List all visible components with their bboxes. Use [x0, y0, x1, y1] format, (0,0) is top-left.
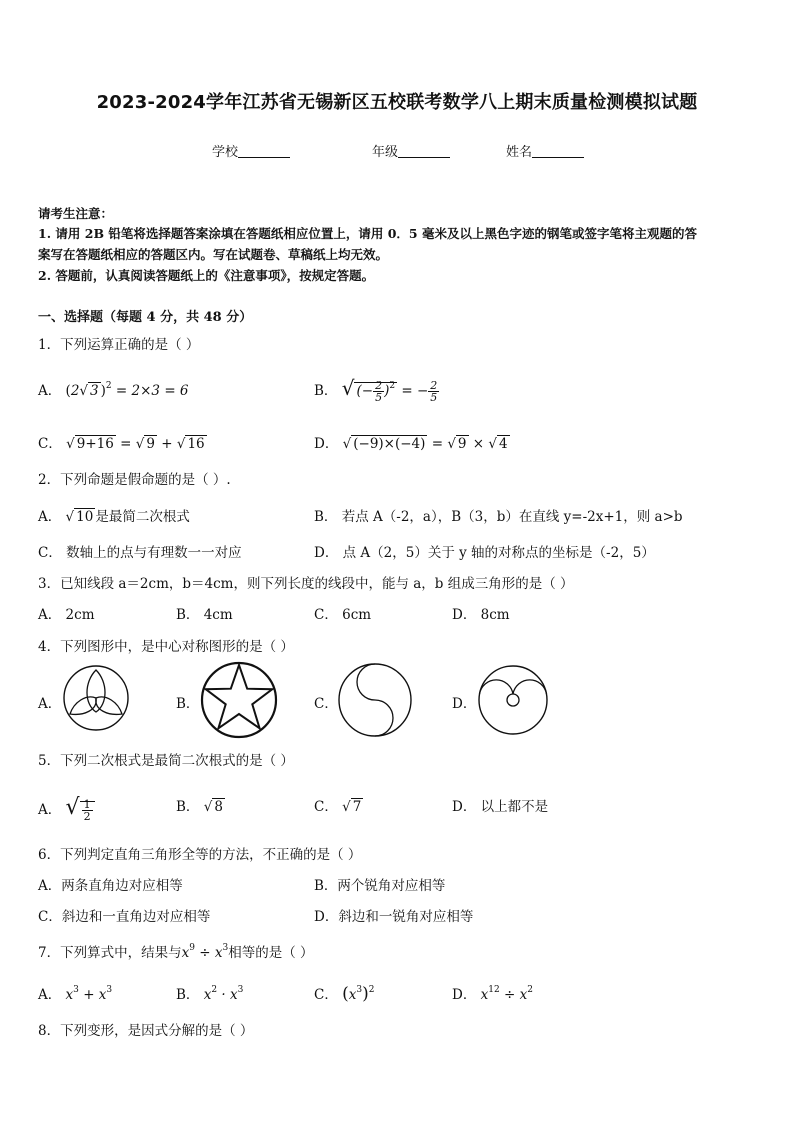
trefoil-circle-figure [62, 664, 130, 732]
q5-a-fraction: $\frac{1}{2}$ [80, 801, 95, 818]
q3-stem: 3．已知线段 a＝2cm，b＝4cm，则下列长度的线段中，能与 a，b 组成三角形的是（ ） [38, 576, 574, 592]
q6-stem: 6．下列判定直角三角形全等的方法，不正确的是（ ） [38, 847, 362, 863]
q4-option-c[interactable]: C． [314, 696, 338, 712]
q1-option-c[interactable]: C． √ 9+16 = √ 9 + √ 16 [38, 436, 205, 452]
q4-option-a[interactable]: A． [38, 696, 62, 712]
star-in-circle-figure [200, 661, 278, 739]
q4-stem: 4．下列图形中，是中心对称图形的是（ ） [38, 639, 294, 655]
q8-stem: 8．下列变形，是因式分解的是（ ） [38, 1023, 254, 1039]
q5-stem: 5．下列二次根式是最简二次根式的是（ ） [38, 753, 294, 769]
grade-field: 年级 [372, 141, 450, 160]
q6-option-d[interactable]: D．斜边和一锐角对应相等 [314, 909, 474, 925]
q6-option-a[interactable]: A．两条直角边对应相等 [38, 878, 183, 894]
q3-option-a[interactable]: A． 2cm [38, 607, 95, 623]
q3-option-d[interactable]: D． 8cm [452, 607, 510, 623]
q1-option-a[interactable]: A． (2√ 3 )$^2$ = 2×3 = 6 [38, 381, 189, 399]
q1-b-formula: √ (− $\frac{2}{5}$ )$^2$ = − $\frac{2}{5}$ [341, 376, 438, 404]
q5-option-d[interactable]: D． 以上都不是 [452, 799, 549, 815]
q7-option-c[interactable]: C． $(x^3)^2$ [314, 984, 375, 1004]
q2-option-a[interactable]: A． √ 10 是最简二次根式 [38, 509, 190, 525]
q6-option-b[interactable]: B．两个锐角对应相等 [314, 878, 446, 894]
q5-option-b[interactable]: B． √ 8 [176, 799, 223, 815]
q7-stem-formula: $x^9 \div x^3$ [181, 943, 229, 961]
q3-option-c[interactable]: C． 6cm [314, 607, 372, 623]
school-field: 学校 [212, 141, 290, 160]
q1-d-formula: √ (−9)×(−4) = √ 9 × √ 4 [342, 436, 508, 452]
name-field: 姓名 [506, 141, 584, 160]
section-heading: 一、选择题（每题 4 分，共 48 分） [38, 310, 253, 325]
q4-option-d[interactable]: D． [452, 696, 477, 712]
school-blank[interactable] [238, 145, 290, 158]
notice-heading: 请考生注意： [38, 206, 114, 221]
circle-with-arcs-figure [476, 664, 550, 736]
q7-option-b[interactable]: B． $x^2 \cdot x^3$ [176, 985, 244, 1003]
notice-line-1a: 1. 请用 2B 铅笔将选择题答案涂填在答题纸相应位置上，请用 0．5 毫米及以上黑色字迹的钢笔或签字笔将主观题的答 [38, 226, 697, 241]
q7-stem: 7．下列算式中，结果与$x^9 \div x^3$相等的是（ ） [38, 943, 314, 961]
page-title: 2023-2024学年江苏省无锡新区五校联考数学八上期末质量检测模拟试题 [96, 92, 698, 113]
yin-yang-figure [337, 662, 413, 738]
notice-line-1b: 案写在答题纸相应的答题区内。写在试题卷、草稿纸上均无效。 [38, 247, 389, 262]
q1-a-formula: (2√ 3 )$^2$ = 2×3 = 6 [65, 381, 189, 399]
q1-c-formula: √ 9+16 = √ 9 + √ 16 [66, 436, 205, 452]
q4-option-b[interactable]: B． [176, 696, 200, 712]
q5-option-a[interactable]: A． √ $\frac{1}{2}$ [38, 795, 95, 822]
q2-stem: 2．下列命题是假命题的是（ ）. [38, 472, 231, 488]
q2-option-b[interactable]: B． 若点 A（-2，a），B（3，b）在直线 y=-2x+1，则 a>b [314, 509, 683, 525]
q1-option-b[interactable]: B． √ (− $\frac{2}{5}$ )$^2$ = − $\frac{2}{5}$ [314, 376, 438, 404]
q3-option-b[interactable]: B． 4cm [176, 607, 233, 623]
q7-option-d[interactable]: D． $x^{12} \div x^2$ [452, 985, 533, 1003]
q7-option-a[interactable]: A． $x^3 + x^3$ [38, 985, 113, 1003]
notice-line-2: 2. 答题前，认真阅读答题纸上的《注意事项》，按规定答题。 [38, 268, 375, 283]
q2-option-c[interactable]: C． 数轴上的点与有理数一一对应 [38, 545, 242, 561]
q5-option-c[interactable]: C． √ 7 [314, 799, 362, 815]
q2-option-d[interactable]: D． 点 A（2，5）关于 y 轴的对称点的坐标是（-2，5） [314, 545, 655, 561]
name-blank[interactable] [532, 145, 584, 158]
grade-blank[interactable] [398, 145, 450, 158]
q6-option-c[interactable]: C．斜边和一直角边对应相等 [38, 909, 211, 925]
q1-option-d[interactable]: D． √ (−9)×(−4) = √ 9 × √ 4 [314, 436, 508, 452]
q1-stem: 1．下列运算正确的是（ ） [38, 337, 200, 353]
